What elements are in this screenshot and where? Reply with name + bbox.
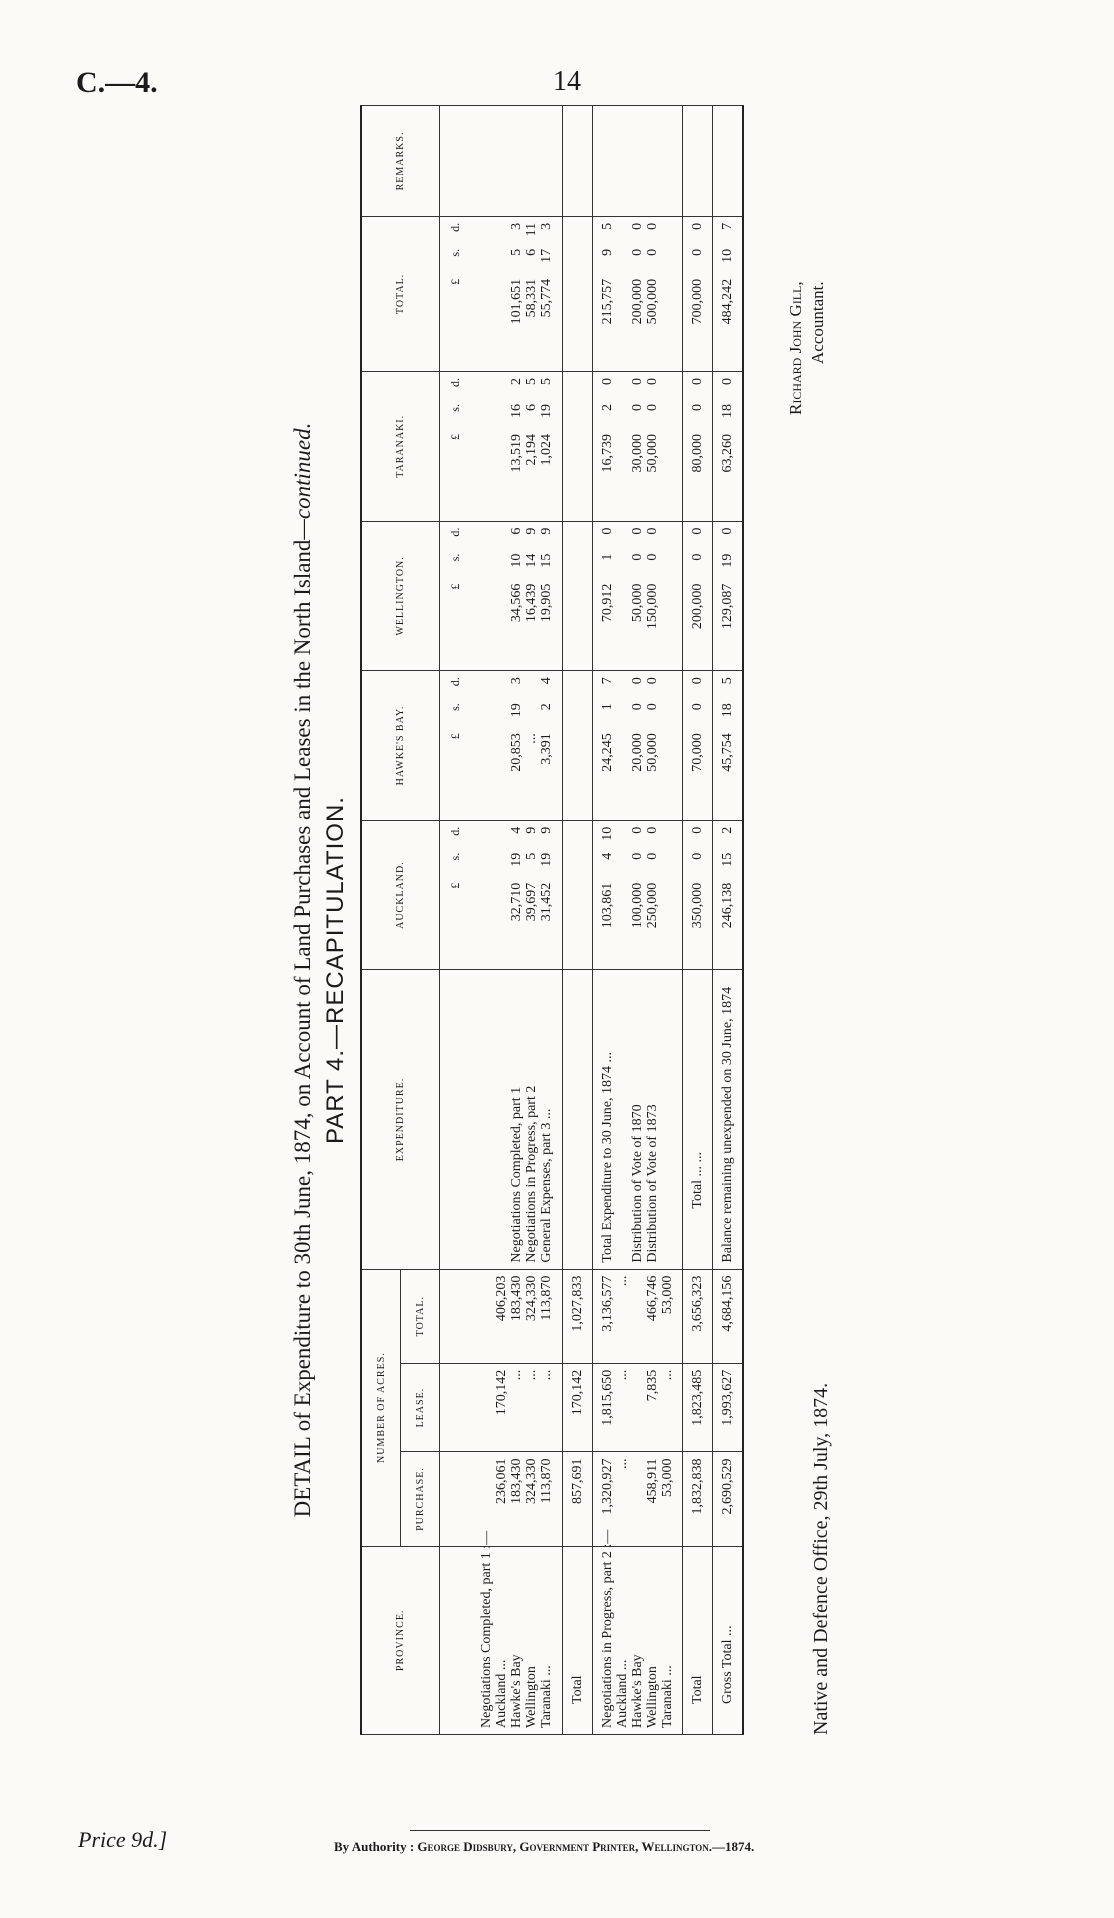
amount-pounds: 31,452 <box>539 882 554 922</box>
total-acres: 3,656,323 <box>683 1269 713 1363</box>
amount-pence: 0 <box>630 527 645 535</box>
unit-pence: d. <box>448 677 462 687</box>
amount-shillings: 5 <box>524 852 539 860</box>
footer-rule <box>410 1830 710 1831</box>
province-name: Wellington <box>645 1666 660 1728</box>
amount-pence: 0 <box>645 826 660 834</box>
title-main: DETAIL of Expenditure to 30th June, 1874, on Account of Land Purchases and Leases in the North Island <box>290 539 315 1518</box>
amount-pounds: 50,000 <box>645 434 660 473</box>
amount-pence: 0 <box>630 826 645 834</box>
amount-pounds: 200,000 <box>630 278 645 325</box>
total-acres: 183,430 <box>509 1275 524 1322</box>
signature-name: Richard John Gill, <box>786 281 805 415</box>
amount-shillings: 0 <box>690 703 705 711</box>
amount-pounds: 150,000 <box>645 583 660 630</box>
purchase-acres: 1,832,838 <box>683 1452 713 1546</box>
section-part-1 <box>440 106 593 1735</box>
purchase-acres: 113,870 <box>539 1458 554 1504</box>
total-acres: 466,746 <box>645 1275 660 1322</box>
amount-pounds: 250,000 <box>645 882 660 929</box>
amount-pence: 0 <box>720 378 735 386</box>
amount-pounds: 484,242 <box>720 278 735 325</box>
col-purchase: PURCHASE. <box>401 1452 440 1546</box>
unit-pence: d. <box>448 527 462 537</box>
amount-shillings: 10 <box>509 553 524 568</box>
title-continued: —continued. <box>290 422 315 540</box>
amount-pence <box>524 677 539 699</box>
amount-shillings: 5 <box>509 248 524 256</box>
amount-pence: 0 <box>645 378 660 386</box>
amount-pounds: 13,519 <box>509 434 524 473</box>
amount-pence: 0 <box>690 527 705 535</box>
amount-pounds: 200,000 <box>690 583 705 630</box>
amount-pence: 4 <box>509 826 524 834</box>
amount-shillings: 15 <box>720 852 735 867</box>
amount-pence: 11 <box>524 222 539 237</box>
rotated-landscape-content <box>290 85 850 1855</box>
document-reference: C.—4. <box>76 66 158 99</box>
purchase-acres: 857,691 <box>563 1452 593 1546</box>
amount-pence: 7 <box>720 222 735 230</box>
lease-acres: 1,815,650 <box>600 1369 615 1426</box>
unit-pence: d. <box>448 378 462 388</box>
col-expenditure: EXPENDITURE. <box>361 970 440 1269</box>
amount-shillings: 4 <box>600 852 615 860</box>
amount-shillings: 0 <box>645 404 660 412</box>
purchase-acres: 324,330 <box>524 1458 539 1504</box>
unit-shillings: s. <box>448 404 462 412</box>
amount-pounds: 700,000 <box>690 278 705 325</box>
amount-pence: 2 <box>720 826 735 834</box>
expenditure-label: Total Expenditure to 30 June, 1874 ... <box>600 1052 615 1263</box>
amount-shillings: 0 <box>645 703 660 711</box>
amount-shillings: 0 <box>630 248 645 256</box>
lease-acres: ... <box>524 1369 539 1381</box>
amount-pence: 4 <box>539 677 554 685</box>
expenditure-label: Balance remaining unexpended on 30 June, 1874 <box>713 970 744 1269</box>
amount-pounds: 500,000 <box>645 278 660 325</box>
amount-pounds: 70,000 <box>690 733 705 772</box>
amount-shillings <box>524 703 539 729</box>
amount-pounds: 70,912 <box>600 583 615 623</box>
amount-pence: 3 <box>509 222 524 230</box>
amount-shillings: 18 <box>720 703 735 718</box>
lease-acres: 170,142 <box>494 1369 509 1416</box>
total-acres <box>630 1276 645 1357</box>
amount-shillings: 19 <box>720 553 735 568</box>
amount-pence: 0 <box>720 527 735 535</box>
amount-pence: 5 <box>524 378 539 386</box>
col-taranaki: TARANAKI. <box>361 372 440 522</box>
amount-pounds: 58,331 <box>524 278 539 318</box>
lease-acres: 170,142 <box>563 1363 593 1452</box>
amount-shillings: 1 <box>600 703 615 711</box>
lease-acres: ... <box>615 1369 630 1381</box>
amount-shillings: 0 <box>690 248 705 256</box>
amount-shillings: 19 <box>509 852 524 867</box>
total-acres: 406,203 <box>494 1275 509 1322</box>
amount-shillings: 19 <box>509 703 524 718</box>
amount-pence: 5 <box>600 222 615 230</box>
amount-pence: 5 <box>720 677 735 685</box>
total-row <box>683 106 713 1735</box>
purchase-acres: 2,690,529 <box>713 1452 744 1546</box>
purchase-acres: 458,911 <box>645 1458 660 1504</box>
province-name: Auckland ... <box>615 1659 630 1728</box>
table-row <box>471 106 563 1735</box>
header-row <box>361 106 401 1735</box>
amount-pence: 9 <box>539 527 554 535</box>
unit-pounds: £ <box>448 882 462 889</box>
purchase-acres: 236,061 <box>494 1458 509 1504</box>
expenditure-label: Total ... ... <box>683 970 713 1269</box>
gross-total-label: Gross Total ... <box>713 1546 744 1734</box>
amount-pence: 5 <box>539 378 554 386</box>
col-remarks: REMARKS. <box>361 106 440 217</box>
expenditure-label: Negotiations in Progress, part 2 <box>524 1085 539 1263</box>
amount-pence: 0 <box>690 677 705 685</box>
total-label: Total <box>683 1546 713 1734</box>
amount-pence: 3 <box>539 222 554 230</box>
purchase-acres: 1,320,927 <box>600 1458 615 1515</box>
total-acres: 1,027,833 <box>563 1269 593 1363</box>
unit-shillings: s. <box>448 703 462 711</box>
amount-pounds: 350,000 <box>690 882 705 929</box>
amount-pounds: 20,000 <box>630 733 645 772</box>
amount-shillings: 6 <box>524 248 539 256</box>
amount-pounds: 100,000 <box>630 882 645 929</box>
amount-shillings: 1 <box>600 553 615 561</box>
amount-pence: 0 <box>690 826 705 834</box>
part2-heading: Negotiations in Progress, part 2 :— <box>600 1529 615 1728</box>
total-acres: 4,684,156 <box>713 1269 744 1363</box>
province-name: Hawke's Bay <box>630 1654 645 1728</box>
amount-pounds: 2,194 <box>524 434 539 466</box>
total-acres: ... <box>615 1275 630 1287</box>
unit-pounds: £ <box>448 278 462 285</box>
amount-pence: 7 <box>600 677 615 685</box>
lease-acres: ... <box>539 1369 554 1381</box>
amount-shillings: 19 <box>539 852 554 867</box>
total-acres: 3,136,577 <box>600 1275 615 1332</box>
lease-acres: 1,993,627 <box>713 1363 744 1452</box>
amount-pence: 0 <box>630 378 645 386</box>
signature-title: Accountant. <box>808 281 827 364</box>
expenditure-label: Distribution of Vote of 1870 <box>630 1104 645 1263</box>
amount-shillings: 0 <box>630 553 645 561</box>
amount-pence: 0 <box>645 677 660 685</box>
gross-total-row <box>713 106 744 1735</box>
amount-pounds: 50,000 <box>630 583 645 623</box>
amount-shillings: 0 <box>630 404 645 412</box>
amount-pence: 2 <box>509 378 524 386</box>
lease-acres <box>630 1370 645 1446</box>
amount-pence: 0 <box>690 378 705 386</box>
lease-acres: 7,835 <box>645 1369 660 1402</box>
lease-acres: 1,823,485 <box>683 1363 713 1452</box>
amount-shillings: 17 <box>539 248 554 263</box>
col-acres-total: TOTAL. <box>401 1269 440 1363</box>
amount-pounds: 55,774 <box>539 278 554 318</box>
amount-pence: 0 <box>630 677 645 685</box>
total-label: Total <box>563 1546 593 1734</box>
province-name: Taranaki ... <box>660 1665 675 1728</box>
office-date-line: Native and Defence Office, 29th July, 1874. <box>810 1382 832 1735</box>
amount-pounds: 63,260 <box>720 434 735 473</box>
lease-acres: ... <box>509 1369 524 1381</box>
unit-shillings: s. <box>448 852 462 861</box>
amount-pounds: 101,651 <box>509 278 524 325</box>
document-title <box>290 85 316 1855</box>
amount-pence: 0 <box>600 527 615 535</box>
amount-pounds: 3,391 <box>539 733 554 765</box>
page-number: 14 <box>553 66 581 97</box>
amount-pounds: 20,853 <box>509 733 524 772</box>
amount-pence: 9 <box>524 527 539 535</box>
total-acres: 53,000 <box>660 1275 675 1315</box>
amount-pence: 0 <box>645 222 660 230</box>
total-acres: 324,330 <box>524 1275 539 1322</box>
total-acres: 113,870 <box>539 1275 554 1321</box>
amount-pence: 9 <box>539 826 554 834</box>
amount-pence: 0 <box>690 222 705 230</box>
amount-pence: 10 <box>600 826 615 841</box>
expenditure-label: Negotiations Completed, part 1 <box>509 1086 524 1263</box>
province-name: Taranaki ... <box>539 1665 554 1728</box>
amount-shillings: 19 <box>539 404 554 419</box>
part1-heading: Negotiations Completed, part 1 :— <box>479 1530 494 1728</box>
amount-pence: 3 <box>509 677 524 685</box>
amount-shillings: 0 <box>630 852 645 860</box>
amount-shillings: 0 <box>690 404 705 412</box>
unit-pounds: £ <box>448 434 462 441</box>
amount-shillings: 18 <box>720 404 735 419</box>
amount-pounds: 19,905 <box>539 583 554 623</box>
province-name: Hawke's Bay <box>509 1654 524 1728</box>
amount-shillings: 0 <box>645 852 660 860</box>
amount-pounds: 30,000 <box>630 434 645 473</box>
purchase-acres: 53,000 <box>660 1458 675 1497</box>
amount-shillings: 9 <box>600 248 615 256</box>
amount-pounds: 34,566 <box>509 583 524 623</box>
signature-block <box>785 281 829 415</box>
col-auckland: AUCKLAND. <box>361 820 440 970</box>
printer-authority <box>334 1839 754 1855</box>
amount-pence: 6 <box>509 527 524 535</box>
amount-pounds: 80,000 <box>690 434 705 473</box>
purchase-acres: ... <box>615 1458 630 1469</box>
amount-pence: 0 <box>630 222 645 230</box>
unit-shillings: s. <box>448 553 462 562</box>
amount-shillings: 2 <box>600 404 615 412</box>
amount-pounds: 129,087 <box>720 583 735 630</box>
amount-shillings: 6 <box>524 404 539 412</box>
amount-shillings: 0 <box>630 703 645 711</box>
unit-shillings: s. <box>448 248 462 257</box>
amount-shillings: 0 <box>645 248 660 256</box>
amount-shillings: 15 <box>539 553 554 568</box>
amount-pounds: 1,024 <box>539 434 554 466</box>
amount-pounds: 246,138 <box>720 882 735 929</box>
expenditure-label: General Expenses, part 3 ... <box>539 1108 554 1263</box>
col-hawkes-bay: HAWKE'S BAY. <box>361 671 440 821</box>
authority-printer: George Didsbury, Government Printer, Wellington.—1874. <box>417 1839 755 1854</box>
amount-shillings: 10 <box>720 248 735 263</box>
section-part-2 <box>593 106 744 1735</box>
amount-pence: 9 <box>524 826 539 834</box>
col-lease: LEASE. <box>401 1363 440 1452</box>
col-total: TOTAL. <box>361 216 440 371</box>
amount-pounds: 16,739 <box>600 434 615 473</box>
amount-pounds: ... <box>524 733 539 744</box>
total-row <box>563 106 593 1735</box>
amount-pounds: 103,861 <box>600 882 615 929</box>
col-province: PROVINCE. <box>361 1546 440 1734</box>
expenditure-label: Distribution of Vote of 1873 <box>645 1104 660 1263</box>
recapitulation-table <box>360 105 744 1735</box>
price-label: Price 9d.] <box>78 1827 168 1852</box>
amount-shillings: 0 <box>690 852 705 860</box>
purchase-acres <box>630 1458 645 1539</box>
purchase-acres: 183,430 <box>509 1458 524 1504</box>
authority-label: By Authority : <box>334 1839 415 1854</box>
amount-shillings: 0 <box>645 553 660 561</box>
unit-pounds: £ <box>448 583 462 590</box>
lease-acres: ... <box>660 1369 675 1381</box>
unit-pounds: £ <box>448 733 462 740</box>
amount-shillings: 14 <box>524 553 539 568</box>
amount-shillings: 0 <box>690 553 705 561</box>
amount-shillings: 16 <box>509 404 524 419</box>
col-wellington: WELLINGTON. <box>361 521 440 671</box>
amount-pence: 0 <box>600 378 615 386</box>
document-subtitle: PART 4.—RECAPITULATION. <box>322 796 349 1144</box>
amount-pounds: 50,000 <box>645 733 660 772</box>
amount-pounds: 39,697 <box>524 882 539 922</box>
amount-pounds: 32,710 <box>509 882 524 922</box>
unit-pence: d. <box>448 826 462 836</box>
province-name: Auckland ... <box>494 1659 509 1728</box>
amount-shillings: 2 <box>539 703 554 711</box>
table-row <box>593 106 683 1735</box>
amount-pounds: 24,245 <box>600 733 615 772</box>
col-number-of-acres: NUMBER OF ACRES. <box>361 1269 401 1546</box>
amount-pence: 0 <box>645 527 660 535</box>
units-row <box>440 106 472 1735</box>
amount-pounds: 215,757 <box>600 278 615 325</box>
amount-pounds: 45,754 <box>720 733 735 772</box>
province-name: Wellington <box>524 1666 539 1728</box>
amount-pounds: 16,439 <box>524 583 539 623</box>
unit-pence: d. <box>448 222 462 232</box>
